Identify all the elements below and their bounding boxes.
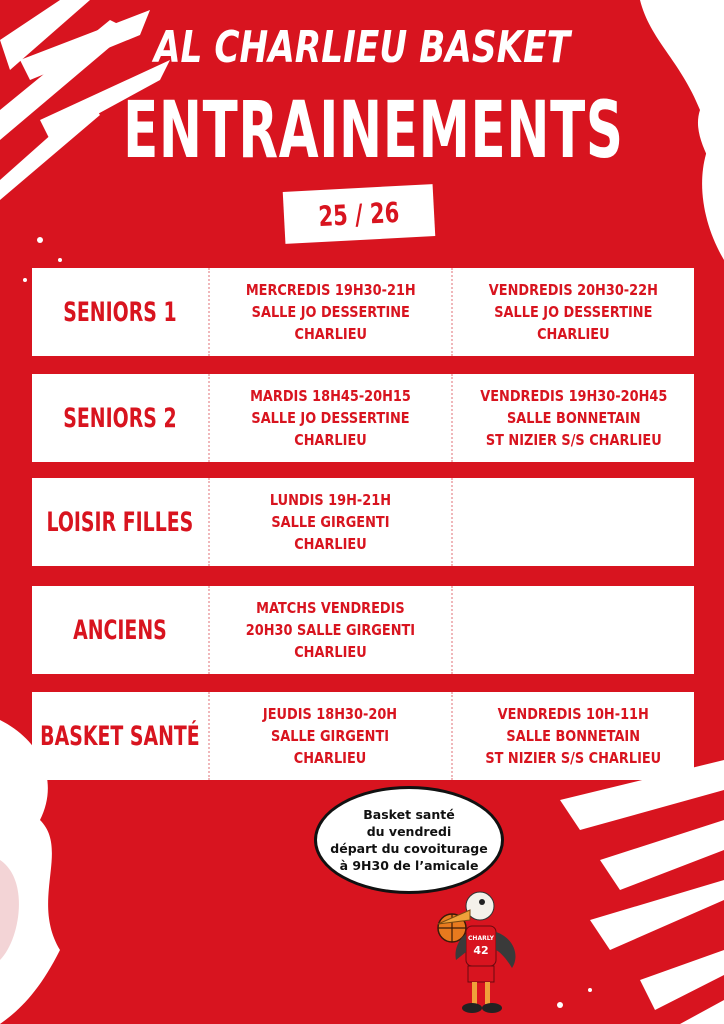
slot-2 [451,478,694,566]
slot-1: MERCREDIS 19H30-21H SALLE JO DESSERTINE CHARLIEU [208,268,451,356]
slot-2: VENDREDIS 20H30-22H SALLE JO DESSERTINE CHARLIEU [451,268,694,356]
team-name: SENIORS 2 [63,402,177,434]
club-name: AL CHARLIEU BASKET [153,22,571,73]
schedule-row-anciens [32,586,694,674]
pelican-mascot-illustration [430,880,530,1020]
team-name: BASKET SANTÉ [40,720,200,752]
slot-1: JEUDIS 18H30-20H SALLE GIRGENTI CHARLIEU [208,692,451,780]
speech-bubble [314,786,504,894]
schedule-row-seniors-2 [32,374,694,462]
team-name: SENIORS 1 [63,296,177,328]
schedule-row-loisir-filles [32,478,694,566]
season-label: 25 / 26 [317,195,401,233]
team-name: LOISIR FILLES [46,506,194,538]
speech-bubble-text: Basket santé du vendredi départ du covoiturage à 9H30 de l’amicale [330,807,488,873]
page-title: ENTRAINEMENTS [123,86,624,176]
schedule-row-basket-sante [32,692,694,780]
jersey-name: CHARLY [468,935,494,942]
slot-2 [451,586,694,674]
schedule-row-seniors-1 [32,268,694,356]
slot-1: MARDIS 18H45-20H15 SALLE JO DESSERTINE CHARLIEU [208,374,451,462]
jersey-number: 42 [473,944,489,957]
slot-2: VENDREDIS 10H-11H SALLE BONNETAIN ST NIZIER S/S CHARLIEU [451,692,694,780]
season-badge [283,184,436,244]
slot-1: MATCHS VENDREDIS 20H30 SALLE GIRGENTI CHARLIEU [208,586,451,674]
slot-1: LUNDIS 19H-21H SALLE GIRGENTI CHARLIEU [208,478,451,566]
team-name: ANCIENS [73,614,167,646]
slot-2: VENDREDIS 19H30-20H45 SALLE BONNETAIN ST NIZIER S/S CHARLIEU [451,374,694,462]
